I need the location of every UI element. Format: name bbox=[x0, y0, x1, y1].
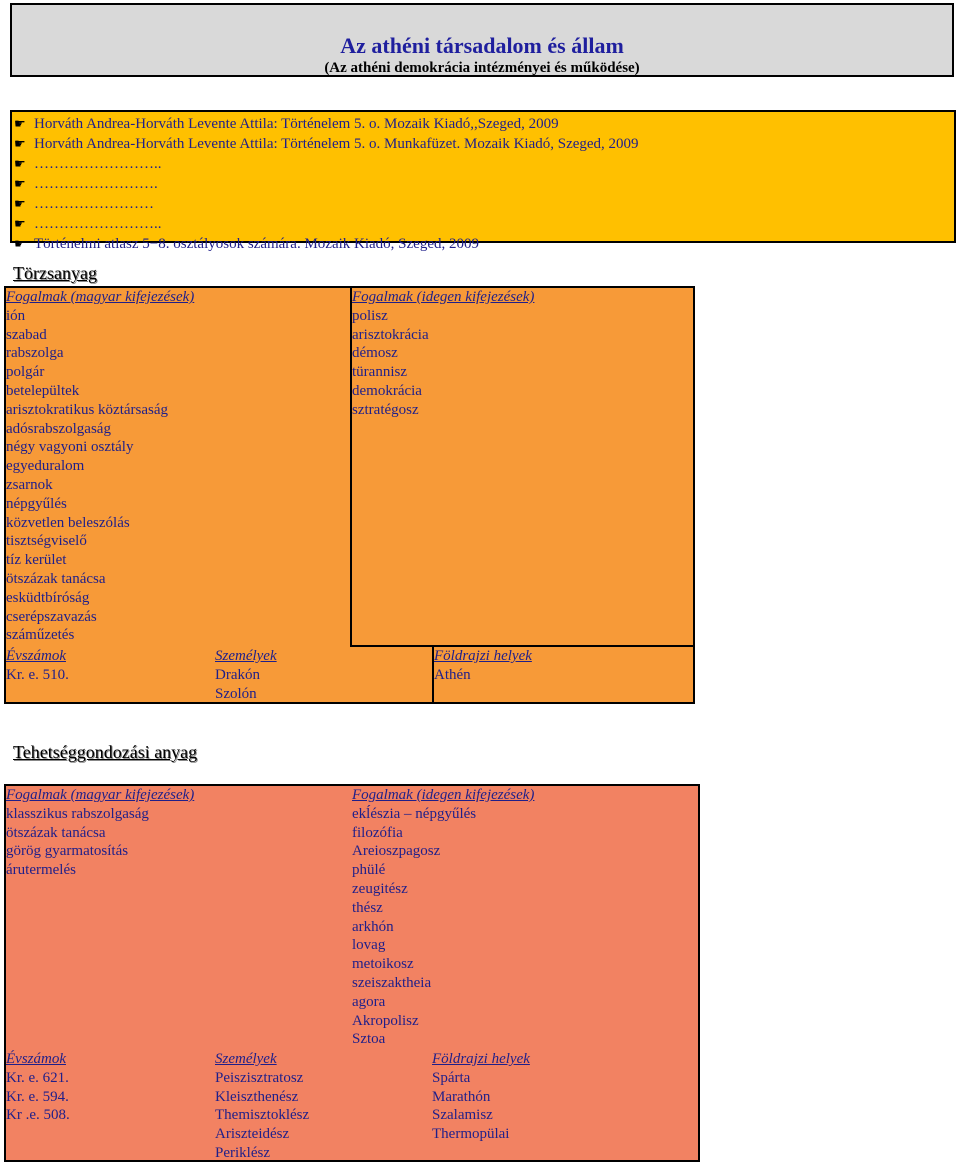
core-years bbox=[6, 647, 69, 685]
list-item: Szalamisz bbox=[432, 1107, 493, 1124]
list-item: négy vagyoni osztály bbox=[6, 439, 134, 456]
pointing-hand-icon: ☛ bbox=[14, 116, 26, 131]
list-item: Themisztoklész bbox=[215, 1107, 310, 1124]
page-subtitle: (Az athéni demokrácia intézményei és működése) bbox=[324, 60, 640, 76]
column-heading: Földrajzi helyek bbox=[432, 1051, 530, 1067]
list-item: türannisz bbox=[352, 364, 407, 381]
reference-item: ☛ …………………….. bbox=[14, 156, 162, 172]
list-item: ötszázak tanácsa bbox=[6, 824, 106, 841]
list-item: közvetlen beleszólás bbox=[6, 514, 130, 531]
reference-item: ☛ Történelmi atlasz 5−8. osztályosok számára. Mozaik Kiadó, Szeged, 2009 bbox=[14, 236, 479, 252]
list-item: egyeduralom bbox=[6, 458, 85, 475]
list-item: Kleiszthenész bbox=[215, 1088, 299, 1105]
core-places bbox=[434, 647, 532, 685]
list-item: Drakón bbox=[215, 666, 260, 683]
list-item: arisztokratikus köztársaság bbox=[6, 401, 169, 418]
reference-item: ☛ …………………….. bbox=[14, 216, 162, 232]
list-item: szeiszaktheia bbox=[352, 974, 432, 991]
list-item: filozófia bbox=[352, 824, 403, 841]
list-item: Kr. e. 510. bbox=[6, 666, 69, 683]
column-heading: Földrajzi helyek bbox=[434, 648, 532, 664]
list-item: arisztokrácia bbox=[352, 326, 429, 343]
list-item: Kr .e. 508. bbox=[6, 1107, 70, 1124]
list-item: ión bbox=[6, 307, 26, 324]
list-item: rabszolga bbox=[6, 345, 64, 362]
column-heading: Fogalmak (idegen kifejezések) bbox=[352, 787, 535, 803]
list-item: tíz kerület bbox=[6, 552, 67, 569]
list-item: Athén bbox=[434, 666, 471, 683]
column-heading: Személyek bbox=[215, 1051, 277, 1067]
list-item: Peiszisztratosz bbox=[215, 1069, 304, 1086]
list-item: Kr. e. 621. bbox=[6, 1069, 69, 1086]
list-item: tisztségviselő bbox=[6, 533, 87, 550]
list-item: népgyűlés bbox=[6, 495, 67, 512]
list-item: Arisztеidész bbox=[215, 1126, 290, 1143]
list-item: Areioszpagosz bbox=[352, 843, 441, 860]
core-heading: Törzsanyag bbox=[13, 263, 97, 283]
list-item: zsarnok bbox=[6, 476, 53, 493]
list-item: thész bbox=[352, 899, 383, 916]
pointing-hand-icon: ☛ bbox=[14, 216, 26, 231]
list-item: árutermelés bbox=[6, 862, 76, 879]
core-table bbox=[4, 286, 695, 704]
talent-concepts-hu bbox=[6, 786, 194, 880]
column-heading: Fogalmak (magyar kifejezések) bbox=[6, 289, 195, 305]
list-item: Szolón bbox=[215, 685, 257, 702]
talent-years bbox=[6, 1050, 70, 1125]
list-item: ekĺészia – népgyűlés bbox=[352, 805, 477, 822]
column-heading: Személyek bbox=[215, 648, 277, 664]
talent-places bbox=[432, 1050, 530, 1144]
reference-item: ☛ …………………… bbox=[14, 196, 154, 212]
references-box bbox=[10, 110, 956, 252]
reference-item: ☛ Horváth Andrea-Horváth Levente Attila: Történelem 5. o. Mozaik Kiadó,,Szeged, 2009 bbox=[14, 116, 559, 132]
list-item: lovag bbox=[352, 937, 386, 954]
list-item: polisz bbox=[352, 307, 388, 324]
list-item: Akropolisz bbox=[352, 1012, 419, 1029]
list-item: Periklész bbox=[215, 1144, 270, 1161]
list-item: görög gyarmatosítás bbox=[6, 843, 129, 860]
list-item: adósrabszolgaság bbox=[6, 420, 111, 437]
list-item: cserépszavazás bbox=[6, 608, 97, 625]
pointing-hand-icon: ☛ bbox=[14, 176, 26, 191]
list-item: Thermopülai bbox=[432, 1126, 510, 1143]
talent-heading: Tehetséggondozási anyag bbox=[13, 742, 198, 762]
list-item: sztratégosz bbox=[352, 401, 419, 418]
pointing-hand-icon: ☛ bbox=[14, 236, 26, 251]
list-item: polgár bbox=[6, 364, 45, 381]
pointing-hand-icon: ☛ bbox=[14, 136, 26, 151]
list-item: demokrácia bbox=[352, 382, 422, 399]
core-concepts-hu bbox=[6, 288, 194, 645]
list-item: zeugitész bbox=[352, 880, 408, 897]
list-item: klasszikus rabszolgaság bbox=[6, 805, 149, 822]
divider bbox=[350, 288, 352, 646]
list-item: Spárta bbox=[432, 1069, 471, 1086]
talent-concepts-foreign bbox=[352, 786, 534, 1049]
core-concepts-foreign bbox=[352, 288, 534, 420]
column-heading: Évszámok bbox=[6, 648, 66, 664]
list-item: esküdtbíróság bbox=[6, 589, 90, 606]
pointing-hand-icon: ☛ bbox=[14, 156, 26, 171]
list-item: arkhón bbox=[352, 918, 394, 935]
list-item: phülé bbox=[352, 862, 386, 879]
reference-item: ☛ ……………………. bbox=[14, 176, 158, 192]
column-heading: Évszámok bbox=[6, 1051, 66, 1067]
list-item: Kr. e. 594. bbox=[6, 1088, 69, 1105]
title-box bbox=[10, 3, 954, 77]
list-item: ötszázak tanácsa bbox=[6, 570, 106, 587]
pointing-hand-icon: ☛ bbox=[14, 196, 26, 211]
talent-persons bbox=[215, 1050, 309, 1163]
reference-item: ☛ Horváth Andrea-Horváth Levente Attila: Történelem 5. o. Munkafüzet. Mozaik Kiadó, Szeged, 2009 bbox=[14, 136, 639, 152]
list-item: démosz bbox=[352, 345, 398, 362]
list-item: agora bbox=[352, 993, 386, 1010]
core-persons bbox=[215, 647, 277, 703]
list-item: Marathón bbox=[432, 1088, 491, 1105]
column-heading: Fogalmak (idegen kifejezések) bbox=[352, 289, 535, 305]
page-title: Az athéni társadalom és állam bbox=[340, 33, 624, 58]
column-heading: Fogalmak (magyar kifejezések) bbox=[6, 787, 195, 803]
list-item: szabad bbox=[6, 326, 47, 343]
list-item: Sztoa bbox=[352, 1031, 386, 1048]
list-item: betelepültek bbox=[6, 382, 80, 399]
list-item: száműzetés bbox=[6, 627, 75, 644]
list-item: metoikosz bbox=[352, 956, 414, 973]
talent-table bbox=[4, 784, 700, 1162]
